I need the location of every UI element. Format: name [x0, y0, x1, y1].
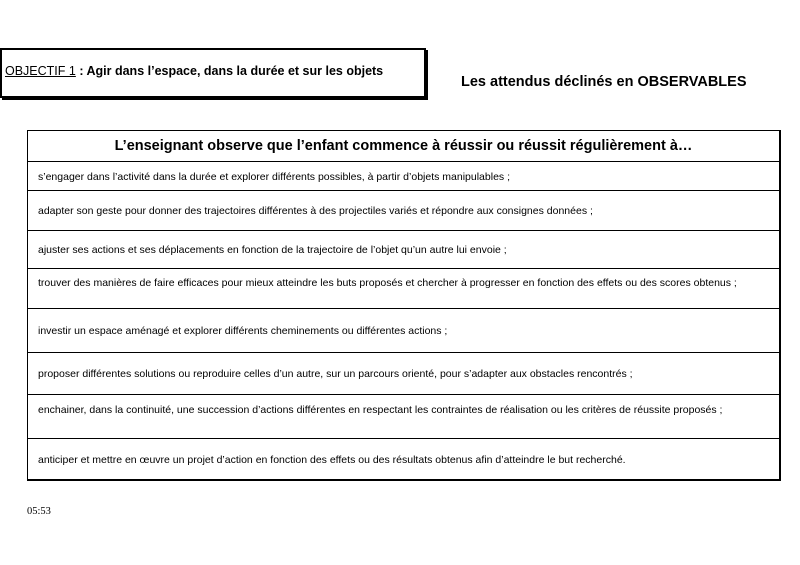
table-row — [28, 353, 779, 395]
row-text: proposer différentes solutions ou reproduire celles d’un autre, sur un parcours orienté, pour s’adapter aux obstacles rencontrés ; — [38, 368, 633, 380]
row-text: s’engager dans l’activité dans la durée et explorer différents possibles, à partir d’objets manipulables ; — [38, 171, 510, 183]
observables-table — [27, 130, 781, 481]
row-text: ajuster ses actions et ses déplacements en fonction de la trajectoire de l’objet qu’un autre lui envoie ; — [38, 244, 507, 256]
table-row — [28, 395, 779, 439]
table-row — [28, 309, 779, 353]
objectif-title: Agir dans l’espace, dans la durée et sur les objets — [86, 64, 384, 78]
objectif-separator: : — [75, 64, 87, 78]
table-row — [28, 439, 779, 479]
table-row — [28, 269, 779, 309]
row-text: adapter son geste pour donner des trajectoires différentes à des projectiles variés et répondre aux consignes données ; — [38, 205, 593, 217]
time-stamp: 05:53 — [27, 506, 51, 517]
row-text: anticiper et mettre en œuvre un projet d’action en fonction des effets ou des résultats obtenus afin d’atteindre le but recherché. — [38, 454, 626, 466]
objectif-heading — [5, 64, 383, 78]
attendus-title: Les attendus déclinés en OBSERVABLES — [461, 74, 747, 90]
row-text: investir un espace aménagé et explorer différents cheminements ou différentes actions ; — [38, 325, 448, 337]
row-text: trouver des manières de faire efficaces pour mieux atteindre les buts proposés et chercher à progresser en fonction des effets ou des scores obtenus ; — [38, 277, 737, 289]
table-row — [28, 162, 779, 191]
table-row — [28, 191, 779, 231]
row-text: enchainer, dans la continuité, une succession d’actions différentes en respectant les contraintes de réalisation ou les critères de réussite proposés ; — [38, 404, 723, 416]
objectif-box — [0, 48, 426, 98]
table-row — [28, 231, 779, 269]
objectif-number: OBJECTIF 1 — [5, 64, 76, 78]
table-header: L’enseignant observe que l’enfant commence à réussir ou réussit régulièrement à… — [28, 131, 779, 162]
